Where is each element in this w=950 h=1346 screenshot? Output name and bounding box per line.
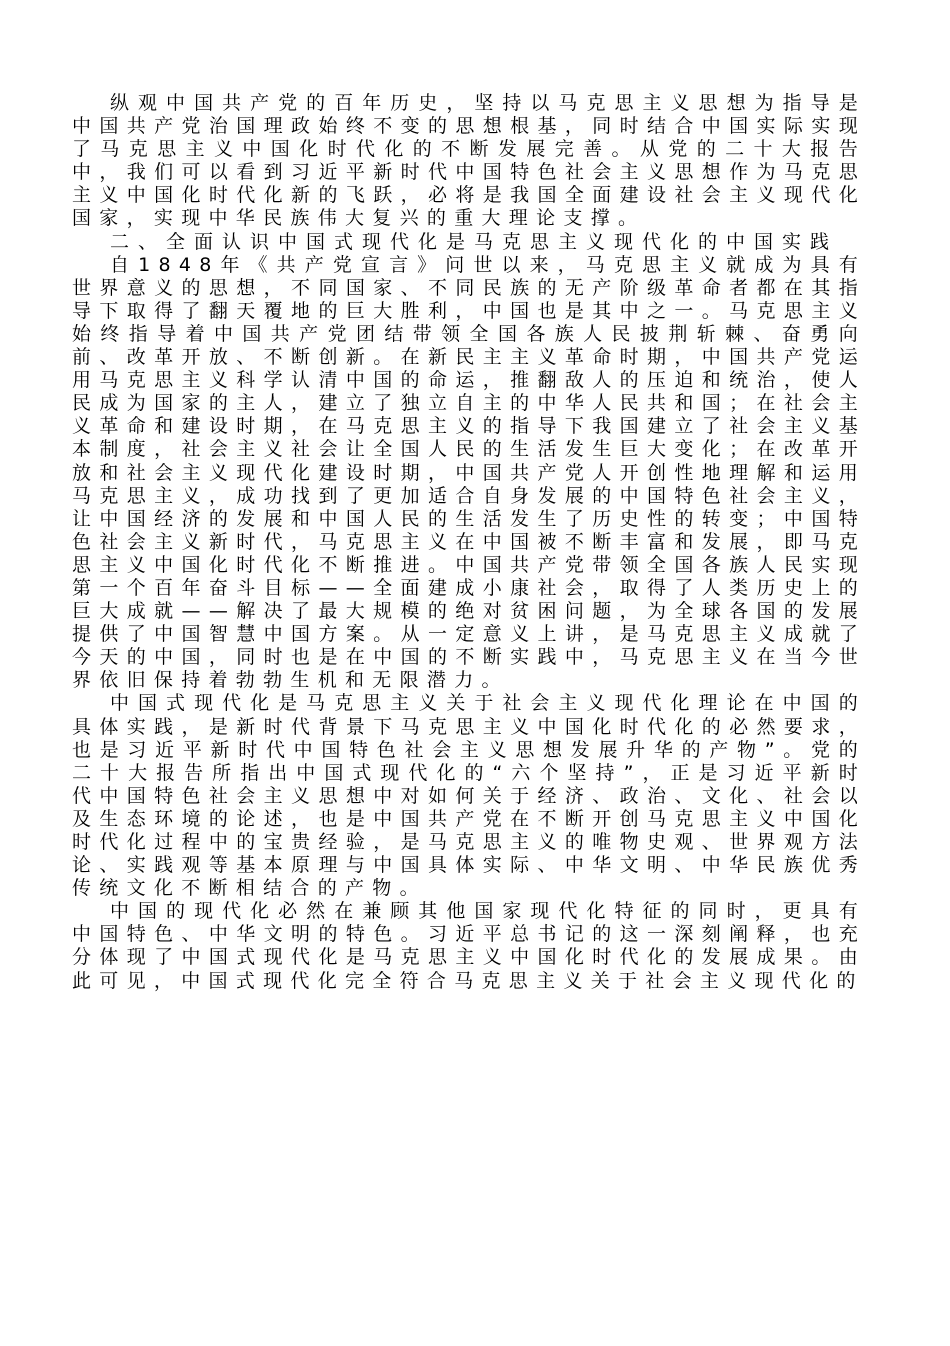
paragraph-intro: 纵观中国共产党的百年历史，坚持以马克思主义思想为指导是中国共产党治国理政始终不变的思想根基，同时结合中国实际实现了马克思主义中国化时代化的不断发展完善。从党的二十大报告中，我们可以看到习近平新时代中国特色社会主义思想作为马克思主义中国化时代化新的飞跃，必将是我国全面建设社会主义现代化国家，实现中华民族伟大复兴的重大理论支撑。 — [72, 92, 866, 230]
paragraph-modernization: 中国式现代化是马克思主义关于社会主义现代化理论在中国的具体实践，是新时代背景下马克思主义中国化时代化的必然要求，也是习近平新时代中国特色社会主义思想发展升华的产物”。党的二十大报告所指出中国式现代化的“六个坚持”，正是习近平新时代中国特色社会主义思想中对如何关于经济、政治、文化、社会以及生态环境的论述，也是中国共产党在不断开创马克思主义中国化时代化过程中的宝贵经验，是马克思主义的唯物史观、世界观方法论、实践观等基本原理与中国具体实际、中华文明、中华民族优秀传统文化不断相结合的产物。 — [72, 692, 866, 900]
paragraph-history: 自1848年《共产党宣言》问世以来，马克思主义就成为具有世界意义的思想，不同国家、不同民族的无产阶级革命者都在其指导下取得了翻天覆地的巨大胜利，中国也是其中之一。马克思主义始终指导着中国共产党团结带领全国各族人民披荆斩棘、奋勇向前、改革开放、不断创新。在新民主主义革命时期，中国共产党运用马克思主义科学认清中国的命运，推翻敌人的压迫和统治，使人民成为国家的主人，建立了独立自主的中华人民共和国；在社会主义革命和建设时期，在马克思主义的指导下我国建立了社会主义基本制度，社会主义社会让全国人民的生活发生巨大变化；在改革开放和社会主义现代化建设时期，中国共产党人开创性地理解和运用马克思主义，成功找到了更加适合自身发展的中国特色社会主义，让中国经济的发展和中国人民的生活发生了历史性的转变；中国特色社会主义新时代，马克思主义在中国被不断丰富和发展，即马克思主义中国化时代化不断推进。中国共产党带领全国各族人民实现第一个百年奋斗目标——全面建成小康社会，取得了人类历史上的巨大成就——解决了最大规模的绝对贫困问题，为全球各国的发展提供了中国智慧中国方案。从一定意义上讲，是马克思主义成就了今天的中国，同时也是在中国的不断实践中，马克思主义在当今世界依旧保持着勃勃生机和无限潜力。 — [72, 253, 866, 692]
section-heading: 二、全面认识中国式现代化是马克思主义现代化的中国实践 — [110, 230, 839, 253]
paragraph-characteristics: 中国的现代化必然在兼顾其他国家现代化特征的同时，更具有中国特色、中华文明的特色。习近平总书记的这一深刻阐释，也充分体现了中国式现代化是马克思主义中国化时代化的发展成果。由此可见，中国式现代化完全符合马克思主义关于社会主义现代化的 — [72, 900, 866, 992]
document-body — [72, 92, 866, 993]
